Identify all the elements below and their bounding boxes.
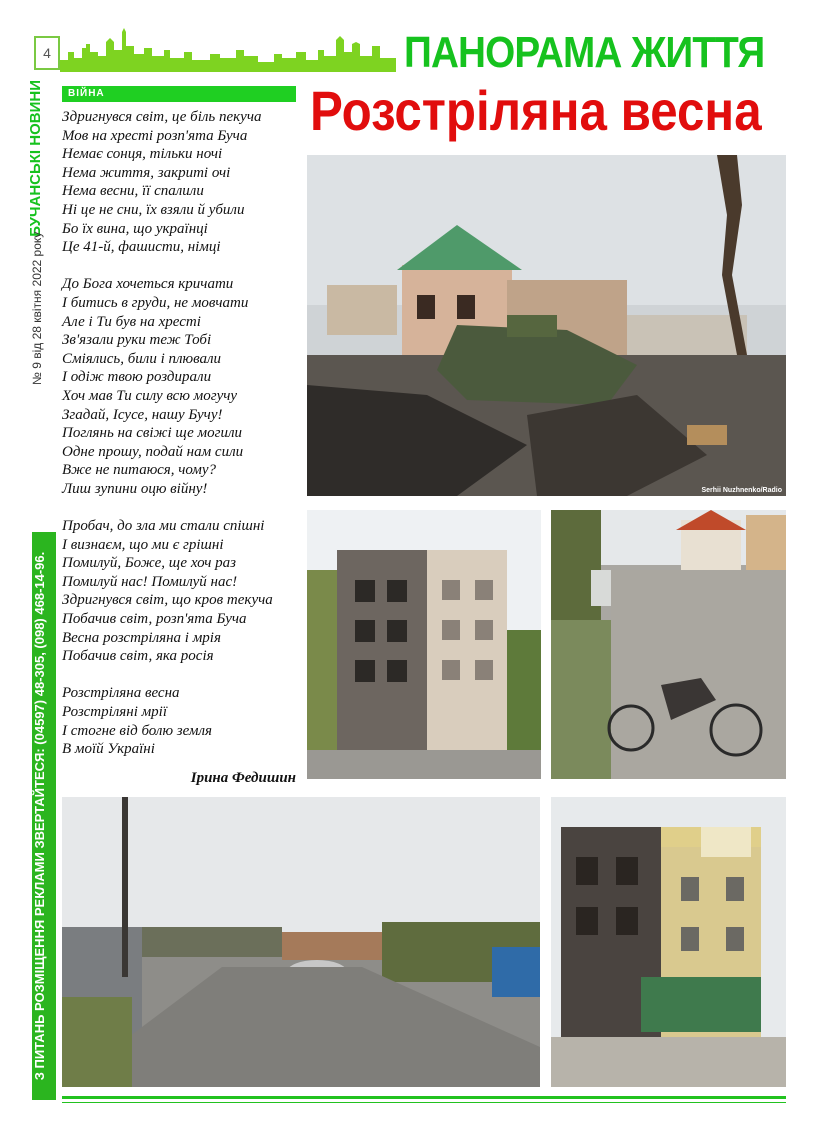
poem-line: Згадай, Ісусе, нашу Бучу!: [62, 406, 223, 423]
poem-line: І визнаєм, що ми є грішні: [62, 536, 224, 553]
poem-body: [62, 108, 302, 759]
poem-line: І одіж твою роздирали: [62, 369, 212, 386]
poem-line: Розстріляна весна: [62, 685, 180, 702]
photo-street-bicycle: [551, 510, 786, 779]
photo-destroyed-vehicles: [307, 155, 786, 496]
issue-info-text: № 9 від 28 квітня 2022 року: [30, 231, 44, 385]
poem-line: Помилуй, Боже, ще хоч раз: [62, 555, 236, 572]
poem-line: Здригнувся світ, що кров текуча: [62, 592, 273, 609]
poem-line: Але і Ти був на хресті: [62, 313, 201, 330]
poem-line: Вже не питаюся, чому?: [62, 462, 217, 479]
city-skyline-logo: [60, 22, 396, 72]
rubric-title: ПАНОРАМА ЖИТТЯ: [404, 28, 765, 77]
poem-line: Зв'язали руки теж Тобі: [62, 332, 212, 349]
poem-line: Це 41-й, фашисти, німці: [62, 239, 221, 256]
poem-line: Немає сонця, тільки ночі: [62, 146, 223, 163]
poem-line: Сміялись, били і плювали: [62, 350, 222, 367]
stanza-gap: [62, 666, 302, 685]
photo-burned-house: [551, 797, 786, 1087]
poem-line: Нема весни, її спалили: [62, 183, 204, 200]
advertising-contact-bar: [32, 532, 56, 1100]
advertising-contact-text: З ПИТАНЬ РОЗМІЩЕННЯ РЕКЛАМИ ЗВЕРТАЙТЕСЯ: (04597) 48-305, (098) 468-14-96.: [32, 551, 47, 1081]
stanza-gap: [62, 498, 302, 517]
poem-line: Побачив світ, розп'ята Буча: [62, 611, 247, 628]
poem-line: До Бога хочеться кричати: [62, 276, 234, 293]
bottom-divider: [62, 1096, 786, 1099]
section-label: ВІЙНА: [62, 86, 296, 102]
poem-line: І стогне від болю земля: [62, 722, 213, 739]
poem-line: Ні це не сни, їх взяли й убили: [62, 201, 245, 218]
photo-burned-building: [307, 510, 541, 779]
article-headline: Розстріляна весна: [310, 79, 762, 142]
poem-line: Мов на хресті розп'ята Буча: [62, 127, 248, 144]
poem-line: Розстріляні мрії: [62, 704, 168, 720]
stanza-gap: [62, 257, 302, 276]
photo-damaged-street: [62, 797, 540, 1087]
poem-line: Одне прошу, подай нам сили: [62, 443, 244, 460]
poem-line: В моїй Україні: [62, 741, 155, 758]
newspaper-brand-text: БУЧАНСЬКІ НОВИНИ: [27, 80, 44, 237]
poem-line: Нема життя, закриті очі: [62, 164, 231, 181]
poem-line: Бо їх вина, що українці: [62, 220, 208, 237]
poem-author: Ірина Федишин: [190, 770, 296, 786]
poem-line: Здригнувся світ, це біль пекуча: [62, 109, 262, 125]
poem-line: Побачив світ, яка росія: [62, 648, 214, 665]
poem-line: Поглянь на свіжі ще могили: [62, 425, 242, 442]
poem-line: Лиш зупини оцю війну!: [62, 480, 208, 497]
poem-line: І битись в груди, не мовчати: [62, 294, 249, 311]
bottom-divider-thin: [62, 1102, 786, 1103]
poem-line: Весна розстріляна і мрія: [62, 629, 221, 646]
issue-info: [30, 225, 50, 385]
page-number: 4: [34, 36, 60, 70]
poem-line: Помилуй нас! Помилуй нас!: [62, 573, 238, 590]
poem-line: Хоч мав Ти силу всю могучу: [62, 387, 238, 404]
poem-line: Пробач, до зла ми стали спішні: [62, 518, 265, 535]
photo-credit: Serhii Nuzhnenko/Radio: [701, 487, 782, 494]
